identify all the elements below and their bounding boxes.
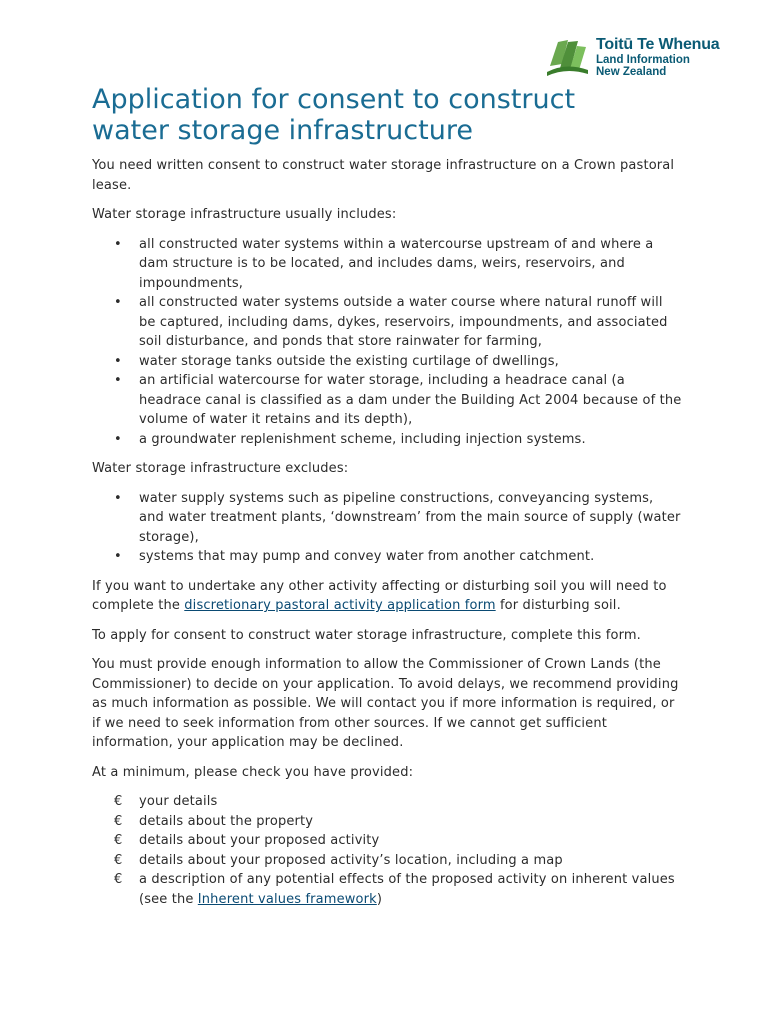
checkbox-icon: € xyxy=(114,852,123,868)
list-item: • water supply systems such as pipeline constructions, conveyancing systems, and water treatment plants, ‘downstream’ from the main source of supply (water storage), xyxy=(114,490,681,545)
bullet-icon: • xyxy=(114,431,122,447)
list-item: • an artificial watercourse for water storage, including a headrace canal (a headrace canal is classified as a dam under the Building Act 2004 because of the volume of water it retains and its depth), xyxy=(114,373,682,427)
checkbox-icon: € xyxy=(114,872,123,887)
inherent-values-framework-link[interactable]: Inherent values framework xyxy=(197,891,377,907)
includes-list xyxy=(92,235,682,450)
checklist-heading: At a minimum, please check you have provided: xyxy=(92,764,414,780)
checkbox-icon: € xyxy=(114,794,123,809)
excludes-list xyxy=(92,489,682,567)
checkbox-icon: € xyxy=(114,813,123,829)
bullet-icon: • xyxy=(114,236,122,252)
document-body xyxy=(92,156,682,919)
information-paragraph: You must provide enough information to allow the Commissioner of Crown Lands (the Commissioner) to decide on your application. To avoid delays, we recommend providing as much information as possible. We will contact you if more information is required, or if we need to seek information from other sources. If we cannot get sufficient information, your application may be declined. xyxy=(92,657,679,750)
list-item: • water storage tanks outside the existing curtilage of dwellings, xyxy=(92,352,682,372)
bullet-icon: • xyxy=(114,373,122,388)
page-title: Application for consent to construct water storage infrastructure xyxy=(92,84,576,146)
bullet-icon: • xyxy=(114,353,122,369)
bullet-icon: • xyxy=(114,490,122,506)
other-activity-paragraph: If you want to undertake any other activity affecting or disturbing soil you will need to complete the discretionary pastoral activity application form for disturbing soil. xyxy=(92,578,667,613)
apply-paragraph: To apply for consent to construct water storage infrastructure, complete this form. xyxy=(92,627,641,643)
excludes-heading: Water storage infrastructure excludes: xyxy=(92,461,349,476)
bullet-icon: • xyxy=(114,295,122,310)
intro-paragraph: You need written consent to construct water storage infrastructure on a Crown pastoral lease. xyxy=(92,158,675,193)
checkbox-icon: € xyxy=(114,833,123,848)
list-item: • a groundwater replenishment scheme, including injection systems. xyxy=(92,430,682,450)
logo-english-line-2: New Zealand xyxy=(596,65,667,78)
logo-english-line-1: Land Information xyxy=(596,54,690,66)
logo xyxy=(544,36,724,80)
checklist-item: € a description of any potential effects of the proposed activity on inherent values (see the Inherent values framework) xyxy=(114,872,675,907)
logo-maori-name: Toitū Te Whenua xyxy=(596,36,720,53)
list-item: • all constructed water systems within a watercourse upstream of and where a dam structure is to be located, and includes dams, weirs, reservoirs, and impoundments, xyxy=(114,236,654,291)
checklist-item: € details about your proposed activity’s location, including a map xyxy=(92,851,682,871)
checklist-item: € your details xyxy=(92,792,682,812)
checklist xyxy=(92,792,682,909)
leaf-logo-icon xyxy=(544,36,590,78)
list-item: • all constructed water systems outside a water course where natural runoff will be captured, including dams, dykes, reservoirs, impoundments, and associated soil disturbance, and ponds that store rainwater for farming, xyxy=(114,295,668,349)
checklist-item: € details about the property xyxy=(92,812,682,832)
checklist-item: € details about your proposed activity xyxy=(92,831,682,851)
discretionary-form-link[interactable]: discretionary pastoral activity application form xyxy=(184,598,496,613)
list-item: • systems that may pump and convey water from another catchment. xyxy=(92,547,682,567)
includes-heading: Water storage infrastructure usually includes: xyxy=(92,207,397,222)
bullet-icon: • xyxy=(114,549,122,564)
